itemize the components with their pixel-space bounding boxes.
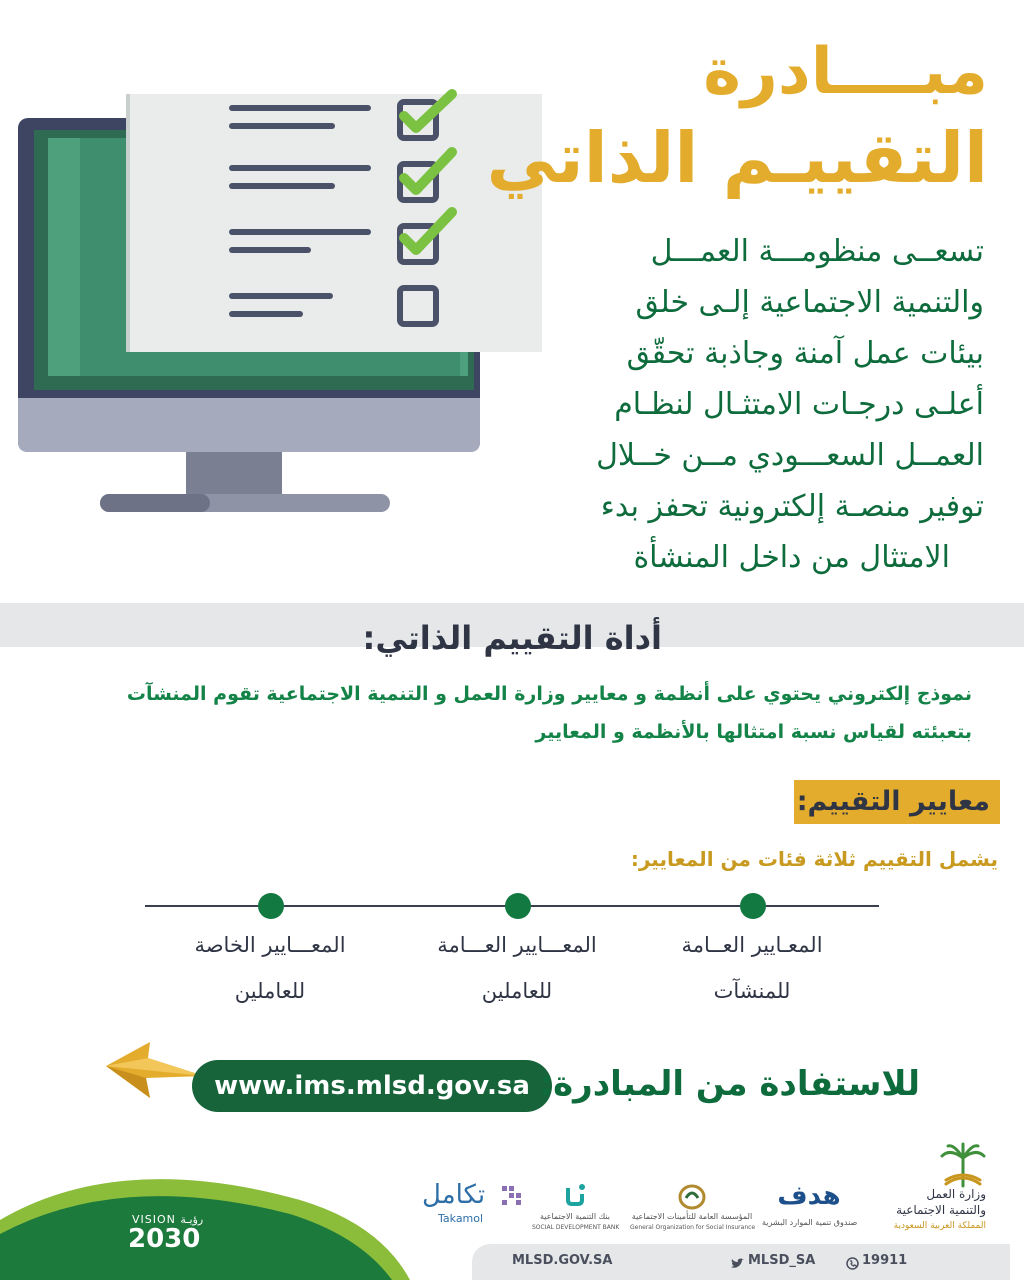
intro-line: أعلـى درجـات الامتثـال لنظـام [614,387,984,422]
benefit-label: للاستفادة من المبادرة: [539,1064,920,1104]
tool-description-line: بتعبئته لقياس نسبة امتثالها بالأنظمة و المعايير [535,721,972,743]
criteria-item-line: المعـايير العــامة [681,933,823,957]
criteria-item-special-workers [160,922,380,1014]
intro-line: والتنمية الاجتماعية إلـى خلق [635,285,984,320]
gosi-icon [678,1184,706,1210]
title-line-2: التقييـم الذاتي [486,117,988,199]
gosi-name-ar: المؤسسة العامة للتأمينات الاجتماعية [631,1212,753,1221]
takamol-pixels-icon [500,1184,528,1208]
sdb-name-ar: بنك التنمية الاجتماعية [540,1212,610,1221]
intro-line: توفير منصـة إلكترونية تحفز بدء [600,489,984,524]
sdb-name-en: SOCIAL DEVELOPMENT BANK [532,1224,620,1231]
vision-label: VISION رؤيـة [132,1213,204,1226]
criteria-item-line: للعاملين [234,979,306,1003]
intro-line: بيئات عمل آمنة وجاذبة تحقّق [626,336,984,371]
intro-paragraph [544,226,984,583]
criteria-item-line: للعاملين [481,979,553,1003]
takamol-logo-ar: تكامل [422,1180,486,1210]
ministry-name-line: والتنمية الاجتماعية [896,1203,986,1217]
footer-arc [0,1160,420,1280]
tool-heading: أداة التقييم الذاتي: [362,619,662,657]
timeline-dot [258,893,284,919]
title-line-1: مبــــادرة [703,35,988,109]
footer-phone[interactable]: 19911 [862,1253,908,1268]
social-development-bank-logo [532,1182,618,1234]
ministry-country-line: المملكة العربية السعودية [893,1221,986,1231]
criteria-item-line: للمنشآت [713,979,791,1003]
intro-line: العمــل السعـــودي مــن خــلال [596,438,984,473]
hrdf-logo [762,1181,858,1234]
takamol-logo [418,1180,528,1236]
sdb-icon [562,1182,588,1208]
timeline-dot [740,893,766,919]
intro-line: تسعــى منظومـــة العمـــل [650,234,984,269]
hrdf-mark: هدف [777,1181,841,1211]
vision-2030-logo: 2030 [128,1224,201,1254]
criteria-item-establishments [642,922,862,1014]
criteria-heading: معايير التقييم: [796,786,990,817]
hrdf-name-ar: صندوق تنمية الموارد البشرية [762,1218,858,1227]
tool-description [32,675,972,751]
timeline-dot [505,893,531,919]
ministry-name-line: وزارة العمل [926,1187,986,1201]
gosi-name-en: General Organization for Social Insurance [630,1224,756,1231]
criteria-item-general-workers [407,922,627,1014]
gosi-logo [630,1182,754,1234]
criteria-item-line: المعـــايير العـــامة [437,933,597,957]
tool-description-line: نموذج إلكتروني يحتوي على أنظمة و معايير وزارة العمل و التنمية الاجتماعية تقوم المنشآت [126,683,972,705]
monitor-checklist-illustration [0,80,560,520]
criteria-subheading: يشمل التقييم ثلاثة فئات من المعايير: [630,847,998,871]
footer-twitter-handle[interactable]: MLSD_SA [748,1253,816,1268]
intro-line: الامتثال من داخل المنشأة [633,540,950,575]
initiative-link[interactable]: www.ims.mlsd.gov.sa [192,1060,552,1112]
ministry-logo [868,1142,998,1238]
takamol-logo-en: Takamol [438,1212,484,1225]
palm-swords-emblem-icon [938,1142,988,1190]
twitter-icon [730,1255,744,1274]
footer-website[interactable]: MLSD.GOV.SA [512,1253,613,1268]
phone-icon [846,1255,859,1274]
criteria-item-line: المعـــايير الخاصة [194,933,346,957]
